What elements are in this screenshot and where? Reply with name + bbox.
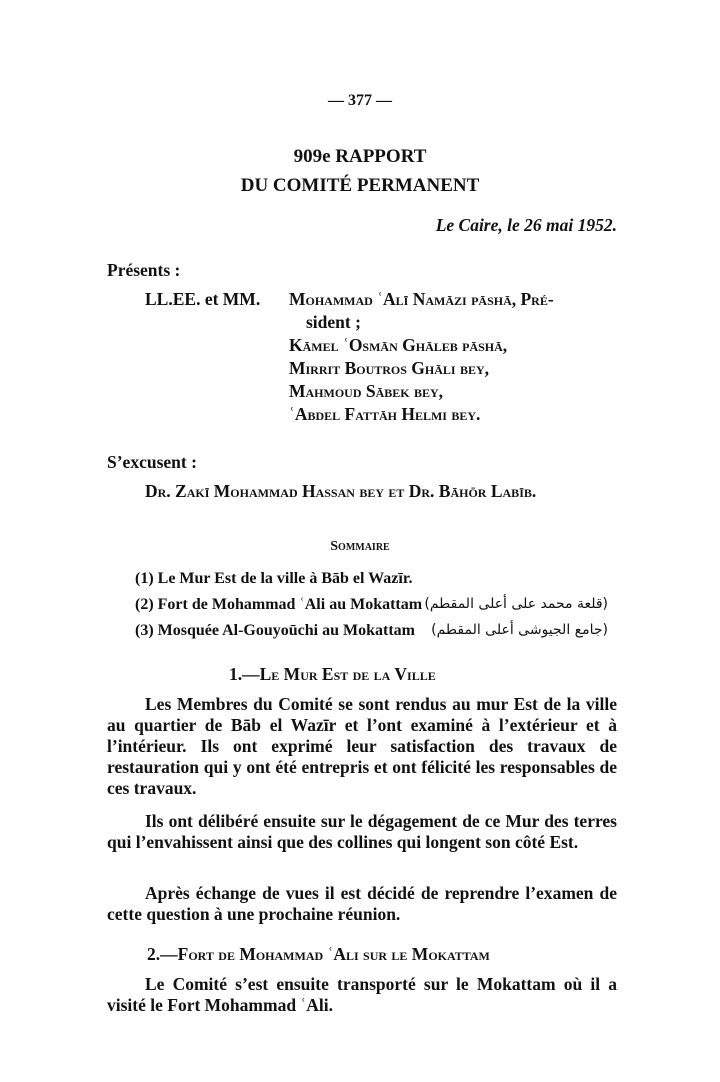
paragraph: Ils ont délibéré ensuite sur le dégagement de ce Mur des terres qui l’envahissent ainsi que des collines qui longent son côté Est. <box>107 811 617 852</box>
excusent-text: Dr. Zakī Mohammad Hassan bey et Dr. Bāhōr Labīb. <box>145 481 537 501</box>
sommaire-item-arabic: (جامع الجيوشى أعلى المقطم) <box>431 622 608 638</box>
excusent-label: S’excusent : <box>107 452 197 472</box>
member-line: Mahmoud Sābek bey, <box>289 381 444 401</box>
section-heading: 2.—Fort de Mohammad ʿAli sur le Mokattam <box>147 944 490 964</box>
sommaire-item: (2) Fort de Mohammad ʿAli au Mokattam <box>135 596 423 613</box>
report-subtitle: DU COMITÉ PERMANENT <box>240 175 480 196</box>
member-line: Mirrit Boutros Ghāli bey, <box>289 358 490 378</box>
section-heading: 1.—Le Mur Est de la Ville <box>229 664 436 684</box>
place-date: Le Caire, le 26 mai 1952. <box>435 215 617 235</box>
paragraph: Après échange de vues il est décidé de reprendre l’examen de cette question à une prochaine réunion. <box>107 883 617 924</box>
paragraph: Les Membres du Comité se sont rendus au mur Est de la ville au quartier de Bāb el Wazīr et l’ont examiné à l’extérieur et à l’intérieur. Ils ont exprimé leur satisfaction des travaux de restauration qui y ont été entrepris et ont félicité les responsables de ces travaux. <box>107 694 617 798</box>
presents-prefix: LL.EE. et MM. <box>145 289 261 309</box>
member-line: Kāmel ʿOsmān Ghāleb pāshā, <box>289 335 508 355</box>
member-line: sident ; <box>306 312 361 332</box>
sommaire-title: Sommaire <box>330 539 390 554</box>
report-title: 909e RAPPORT <box>293 146 427 167</box>
presents-label: Présents : <box>107 260 181 280</box>
member-line: Mohammad ʿAlī Namāzi pāshā, Pré- <box>289 289 554 309</box>
sommaire-item: (1) Le Mur Est de la ville à Bāb el Wazīr. <box>135 570 413 587</box>
paragraph: Le Comité s’est ensuite transporté sur le Mokattam où il a visité le Fort Mohammad ʿAli. <box>107 974 617 1015</box>
member-line: ʿAbdel Fattāh Helmi bey. <box>289 404 481 424</box>
page-number: — 377 — <box>328 92 392 109</box>
sommaire-item-arabic: (قلعة محمد على أعلى المقطم) <box>424 596 608 612</box>
sommaire-item: (3) Mosquée Al-Gouyoūchi au Mokattam <box>135 622 415 639</box>
